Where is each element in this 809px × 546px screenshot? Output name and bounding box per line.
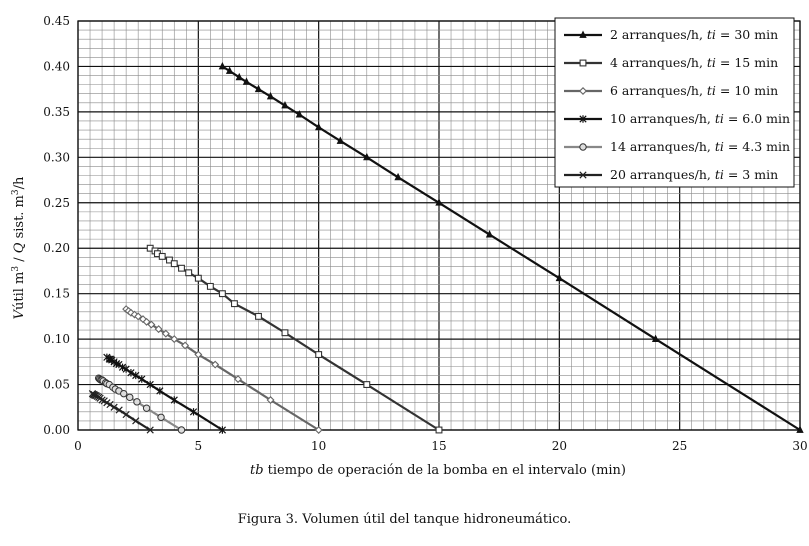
x-tick-label: 0 (74, 439, 82, 453)
data-point (195, 275, 201, 281)
data-point (220, 291, 226, 297)
data-point (436, 427, 442, 433)
legend-marker (580, 144, 586, 150)
data-point (178, 427, 184, 433)
y-tick-label: 0.45 (43, 14, 70, 28)
data-point (107, 401, 113, 407)
data-point (159, 254, 165, 260)
legend-box (555, 18, 794, 187)
figure-caption: Figura 3. Volumen útil del tanque hidroneumático. (237, 512, 572, 527)
data-point (364, 382, 370, 388)
legend-label: 10 arranques/h, ti = 6.0 min (610, 111, 791, 126)
x-tick-label: 10 (311, 439, 327, 453)
y-tick-label: 0.30 (43, 150, 70, 165)
y-tick-label: 0.15 (43, 286, 70, 301)
data-point (316, 352, 322, 358)
y-tick-label: 0.00 (43, 423, 70, 437)
x-tick-label: 20 (551, 439, 567, 453)
data-point (179, 265, 185, 271)
data-point (121, 390, 127, 396)
data-point (207, 283, 213, 289)
y-tick-label: 0.35 (43, 104, 70, 119)
data-point (127, 394, 133, 400)
data-point (171, 396, 177, 403)
legend-marker (580, 60, 586, 66)
data-point (139, 375, 145, 382)
data-point (158, 414, 164, 420)
data-point (186, 270, 192, 276)
data-point (143, 405, 149, 411)
x-tick-label: 5 (194, 439, 203, 453)
data-point (171, 261, 177, 267)
x-axis-label: tb tiempo de operación de la bomba en el intervalo (min) (249, 463, 627, 478)
y-tick-label: 0.10 (43, 332, 70, 347)
data-point (282, 330, 288, 336)
data-point (232, 301, 238, 307)
y-tick-label: 0.40 (43, 59, 70, 74)
x-tick-label: 25 (672, 439, 688, 453)
y-tick-label: 0.05 (43, 377, 70, 392)
legend-label: 14 arranques/h, ti = 4.3 min (610, 139, 791, 154)
y-tick-label: 0.20 (43, 241, 70, 256)
y-tick-label: 0.25 (43, 195, 70, 210)
legend-label: 20 arranques/h, ti = 3 min (610, 167, 779, 182)
legend (555, 18, 794, 187)
legend-label: 6 arranques/h, ti = 10 min (610, 83, 779, 98)
data-point (256, 313, 262, 319)
legend-label: 2 arranques/h, ti = 30 min (610, 27, 779, 42)
x-tick-label: 15 (431, 439, 447, 453)
data-point (134, 399, 140, 405)
legend-label: 4 arranques/h, ti = 15 min (610, 55, 779, 70)
x-tick-label: 30 (792, 439, 808, 453)
y-axis-label: Vútil $m^3$ / Q sist. $m^3/h$ (11, 176, 27, 320)
